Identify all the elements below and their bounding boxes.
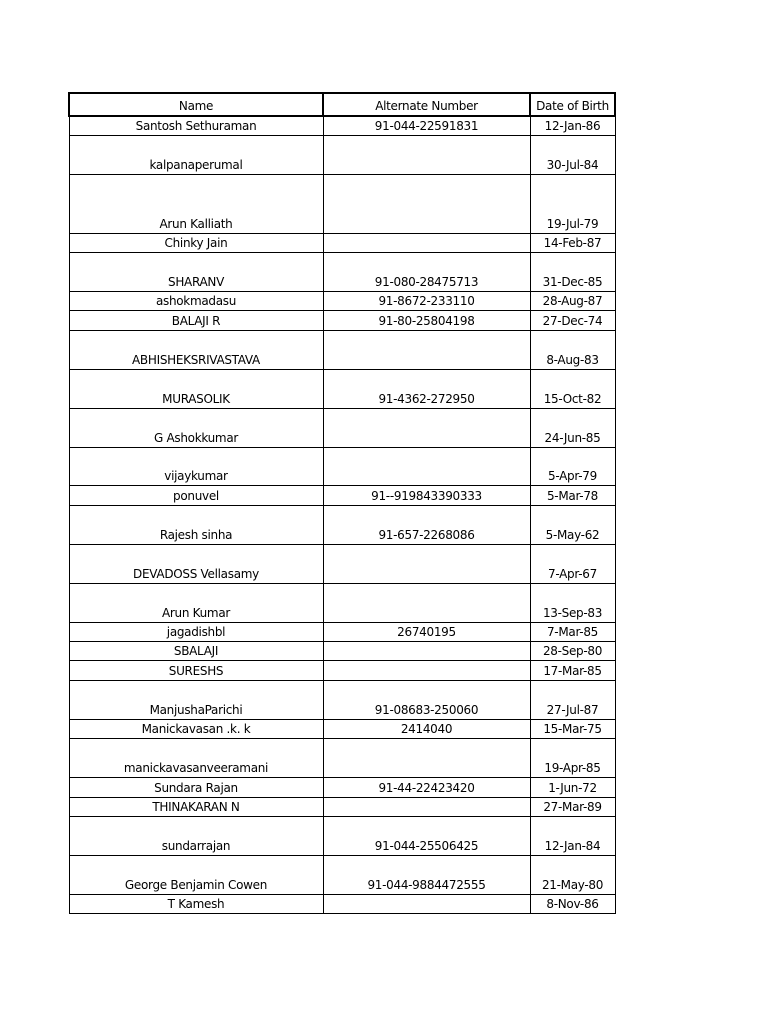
name-cell: ashokmadasu — [69, 292, 323, 311]
table-row — [69, 680, 615, 719]
date-of-birth-cell: 7-Mar-85 — [530, 622, 615, 641]
table-row — [69, 330, 615, 369]
alternate-number-cell: 2414040 — [323, 719, 530, 738]
name-cell: Rajesh sinha — [69, 505, 323, 544]
table-row — [69, 447, 615, 486]
alternate-number-cell: 91-4362-272950 — [323, 369, 530, 408]
date-of-birth-cell: 12-Jan-84 — [530, 816, 615, 855]
date-of-birth-cell: 1-Jun-72 — [530, 778, 615, 797]
name-cell: MURASOLIK — [69, 369, 323, 408]
table-row — [69, 136, 615, 175]
table-row — [69, 894, 615, 913]
table-row — [69, 739, 615, 778]
name-cell: T Kamesh — [69, 894, 323, 913]
date-of-birth-cell: 31-Dec-85 — [530, 253, 615, 292]
name-cell: Manickavasan .k. k — [69, 719, 323, 738]
name-cell: SURESHS — [69, 661, 323, 680]
table-row — [69, 505, 615, 544]
table-row — [69, 816, 615, 855]
alternate-number-cell: 91-657-2268086 — [323, 505, 530, 544]
date-of-birth-cell: 27-Mar-89 — [530, 797, 615, 816]
name-cell: Chinky Jain — [69, 233, 323, 252]
table-row — [69, 116, 615, 136]
date-of-birth-cell: 28-Aug-87 — [530, 292, 615, 311]
table-row — [69, 622, 615, 641]
header-alternate-number: Alternate Number — [323, 93, 530, 116]
alternate-number-cell — [323, 136, 530, 175]
name-cell: BALAJI R — [69, 311, 323, 330]
name-cell: G Ashokkumar — [69, 408, 323, 447]
name-cell: ponuvel — [69, 486, 323, 505]
name-cell: SHARANV — [69, 253, 323, 292]
name-cell: jagadishbl — [69, 622, 323, 641]
alternate-number-cell: 91-044-25506425 — [323, 816, 530, 855]
date-of-birth-cell: 15-Mar-75 — [530, 719, 615, 738]
name-cell: George Benjamin Cowen — [69, 855, 323, 894]
alternate-number-cell: 91-044-9884472555 — [323, 855, 530, 894]
name-cell: ManjushaParichi — [69, 680, 323, 719]
name-cell: vijaykumar — [69, 447, 323, 486]
date-of-birth-cell: 19-Jul-79 — [530, 175, 615, 233]
date-of-birth-cell: 7-Apr-67 — [530, 544, 615, 583]
table-row — [69, 253, 615, 292]
date-of-birth-cell: 24-Jun-85 — [530, 408, 615, 447]
date-of-birth-cell: 13-Sep-83 — [530, 583, 615, 622]
name-cell: kalpanaperumal — [69, 136, 323, 175]
table-row — [69, 292, 615, 311]
name-cell: manickavasanveeramani — [69, 739, 323, 778]
name-cell: THINAKARAN N — [69, 797, 323, 816]
alternate-number-cell — [323, 641, 530, 660]
alternate-number-cell — [323, 447, 530, 486]
table-row — [69, 778, 615, 797]
table-row — [69, 661, 615, 680]
date-of-birth-cell: 5-Apr-79 — [530, 447, 615, 486]
name-cell: Arun Kumar — [69, 583, 323, 622]
alternate-number-cell — [323, 175, 530, 233]
header-row — [69, 93, 615, 116]
name-cell: ABHISHEKSRIVASTAVA — [69, 330, 323, 369]
date-of-birth-cell: 28-Sep-80 — [530, 641, 615, 660]
name-cell: Sundara Rajan — [69, 778, 323, 797]
alternate-number-cell — [323, 661, 530, 680]
date-of-birth-cell: 8-Nov-86 — [530, 894, 615, 913]
alternate-number-cell — [323, 233, 530, 252]
alternate-number-cell — [323, 797, 530, 816]
table-row — [69, 369, 615, 408]
name-cell: Santosh Sethuraman — [69, 116, 323, 136]
alternate-number-cell: 91-44-22423420 — [323, 778, 530, 797]
table-row — [69, 544, 615, 583]
alternate-number-cell — [323, 583, 530, 622]
alternate-number-cell — [323, 408, 530, 447]
date-of-birth-cell: 21-May-80 — [530, 855, 615, 894]
table-row — [69, 408, 615, 447]
name-cell: DEVADOSS Vellasamy — [69, 544, 323, 583]
alternate-number-cell — [323, 739, 530, 778]
date-of-birth-cell: 27-Jul-87 — [530, 680, 615, 719]
table-row — [69, 233, 615, 252]
name-cell: SBALAJI — [69, 641, 323, 660]
alternate-number-cell: 91-80-25804198 — [323, 311, 530, 330]
table-row — [69, 175, 615, 233]
date-of-birth-cell: 30-Jul-84 — [530, 136, 615, 175]
alternate-number-cell — [323, 894, 530, 913]
alternate-number-cell: 91-044-22591831 — [323, 116, 530, 136]
table-row — [69, 311, 615, 330]
date-of-birth-cell: 15-Oct-82 — [530, 369, 615, 408]
alternate-number-cell: 26740195 — [323, 622, 530, 641]
date-of-birth-cell: 19-Apr-85 — [530, 739, 615, 778]
date-of-birth-cell: 12-Jan-86 — [530, 116, 615, 136]
date-of-birth-cell: 17-Mar-85 — [530, 661, 615, 680]
date-of-birth-cell: 27-Dec-74 — [530, 311, 615, 330]
table-row — [69, 719, 615, 738]
contact-table — [68, 92, 616, 914]
alternate-number-cell: 91-08683-250060 — [323, 680, 530, 719]
table-row — [69, 583, 615, 622]
table-row — [69, 855, 615, 894]
alternate-number-cell: 91-8672-233110 — [323, 292, 530, 311]
header-name: Name — [69, 93, 323, 116]
date-of-birth-cell: 5-May-62 — [530, 505, 615, 544]
header-date-of-birth: Date of Birth — [530, 93, 615, 116]
alternate-number-cell — [323, 330, 530, 369]
alternate-number-cell: 91-080-28475713 — [323, 253, 530, 292]
date-of-birth-cell: 8-Aug-83 — [530, 330, 615, 369]
alternate-number-cell: 91--919843390333 — [323, 486, 530, 505]
date-of-birth-cell: 14-Feb-87 — [530, 233, 615, 252]
table-row — [69, 641, 615, 660]
table-row — [69, 797, 615, 816]
name-cell: Arun Kalliath — [69, 175, 323, 233]
date-of-birth-cell: 5-Mar-78 — [530, 486, 615, 505]
table-row — [69, 486, 615, 505]
name-cell: sundarrajan — [69, 816, 323, 855]
table-body — [69, 116, 615, 914]
alternate-number-cell — [323, 544, 530, 583]
